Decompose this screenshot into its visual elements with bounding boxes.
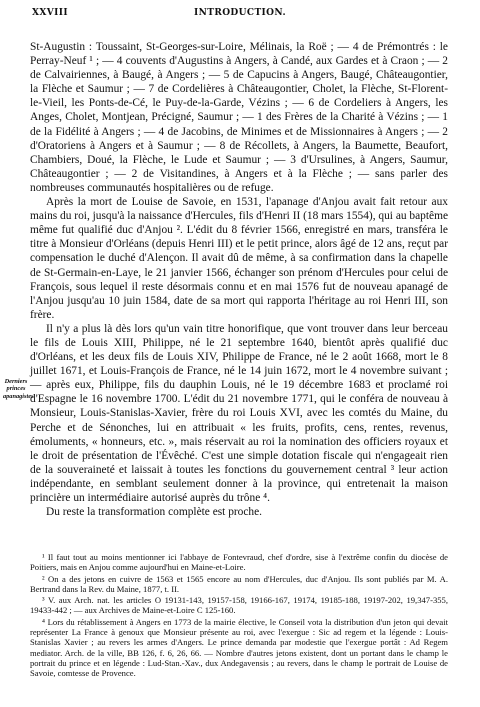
running-title: INTRODUCTION.: [193, 8, 286, 18]
page-number: XXVIII: [32, 8, 68, 18]
footnote: ² On a des jetons en cuivre de 1563 et 1565 encore au nom d'Hercules, duc d'Anjou. Ils sont publiés par M. A. Bertrand dans la Rev. du Maine, 1877, t. II.: [30, 573, 448, 594]
footnotes: [30, 552, 448, 680]
paragraph: St-Augustin : Toussaint, St-Georges-sur-Loire, Mélinais, la Roë ; — 4 de Prémontrés : le Perray-Neuf ¹ ; — 4 couvents d'Augustins à Angers, à Candé, aux Gardes et à Craon ; — 2 de Calvairiennes, à Baugé, à Angers ; — 5 de Capucins à Angers, Baugé, Châteaugontier, la Flèche et Saumur ; — 7 de Cordelières à Châteaugontier, Cholet, la Flèche, St-Florent-le-Vieil, les Ponts-de-Cé, le Puy-de-la-Garde, Vézins ; — 6 de Cordeliers à Angers, les Anges, Cholet, Montjean, Précigné, Saumur ; — 1 des Frères de la Charité à Vézins ; — 1 de la Fidélité à Angers ; — 4 de Jacobins, de Minimes et de Missionnaires à Angers ; — 2 d'Oratoriens à Angers et à Saumur ; — 8 de Récollets, à Angers, la Baumette, Beaufort, Chambiers, Doué, la Flèche, le Lude et Saumur ; — 3 d'Ursulines, à Angers, Saumur, Châteaugontier ; — 2 de Visitandines, à Angers et à la Flèche ; — sans parler des nombreuses communautés hospitalières ou de refuge.: [30, 41, 448, 194]
page-header: [32, 8, 448, 22]
footnote: ¹ Il faut tout au moins mentionner ici l'abbaye de Fontevraud, chef d'ordre, sise à l'extrême confin du diocèse de Poitiers, mais en Anjou comme aujourd'hui en Maine-et-Loire.: [30, 552, 448, 573]
paragraph: Du reste la transformation complète est proche.: [46, 506, 263, 519]
paragraph: Après la mort de Louise de Savoie, en 1531, l'apanage d'Anjou avait fait retour aux mains du roi, jusqu'à la naissance d'Hercules, fils d'Henri II (18 mars 1554), qui au baptême même fut qualifié duc d'Anjou ². L'édit du 8 février 1566, enregistré en mars, transféra le titre à Monsieur d'Orléans (depuis Henri III) et le petit prince, alors âgé de 12 ans, reçut par compensation le duché d'Alençon. Il avait dû de même, à sa confirmation dans la chapelle de St-Germain-en-Laye, le 21 janvier 1566, échanger son prénom d'Hercules pour celui de François, sous lequel il reste désormais connu et en mai 1576 fut de nouveau apanagé de l'Anjou jusqu'au 10 juin 1584, date de sa mort qui rapporta l'héritage au roi Henri III, son frère.: [30, 196, 449, 321]
margin-note: Derniers princes apanagistes.: [3, 378, 36, 400]
footnote: ³ V. aux Arch. nat. les articles O 19131-143, 19157-158, 19166-167, 19174, 19185-188, 19197-202, 19,347-355, 19433-442 ; — aux Archives de Maine-et-Loire C 125-160.: [30, 595, 448, 616]
main-text: [30, 40, 448, 519]
paragraph: Il n'y a plus là dès lors qu'un vain titre honorifique, que vont trouver dans leur berceau le fils de Louis XIII, Philippe, né le 21 septembre 1640, bientôt après qualifié duc d'Orléans, et les deux fils de Louis XIV, Philippe de France, né le 2 août 1668, mort le 8 juillet 1671, et Louis-François de France, né le 14 juin 1672, mort le 4 novembre suivant ; — après eux, Philippe, fils du dauphin Louis, né le 19 décembre 1683 et proclamé roi d'Espagne le 16 novembre 1700. L'édit du 21 novembre 1771, qui le conféra de nouveau à Monsieur, Louis-Stanislas-Xavier, frère du roi Louis XVI, avec les comtés du Maine, du Perche et de Sénonches, lui en attribuait « les fruits, profits, cens, rentes, revenus, émoluments, « honneurs, etc. », mais réservait au roi la nomination des officiers royaux et le droit de présentation de l'Évêché. C'est une simple dotation fiscale qui n'engageait rien de la souveraineté et laissait à toutes les fonctions du gouvernement central ³ leur action indépendante, en semblant seulement donner à la province, qui entretenait la maison princière un intermédiaire autorisé auprès du trône ⁴.: [30, 322, 448, 504]
footnote: ⁴ Lors du rétablissement à Angers en 1773 de la mairie élective, le Conseil vota la distribution d'un jeton qui devait représenter La France à genoux que Monsieur présente au roi, avec l'exergue : Sic ad regem et la légende : Louis-Stanislas Xavier ; au revers les armes d'Angers. Le prince demanda par modestie que l'exergue portât : Ad Regem mediator. Arch. de la ville, BB 126, f. 6, 26, 66. — Nombre d'autres jetons existent, dont un portant dans le champ le portrait du prince et en légende : Lud-Stan.-Xav., dux Andegavensis ; au revers, dans le champ le portrait de Louise de Savoie, comtesse de Provence.: [30, 616, 448, 679]
